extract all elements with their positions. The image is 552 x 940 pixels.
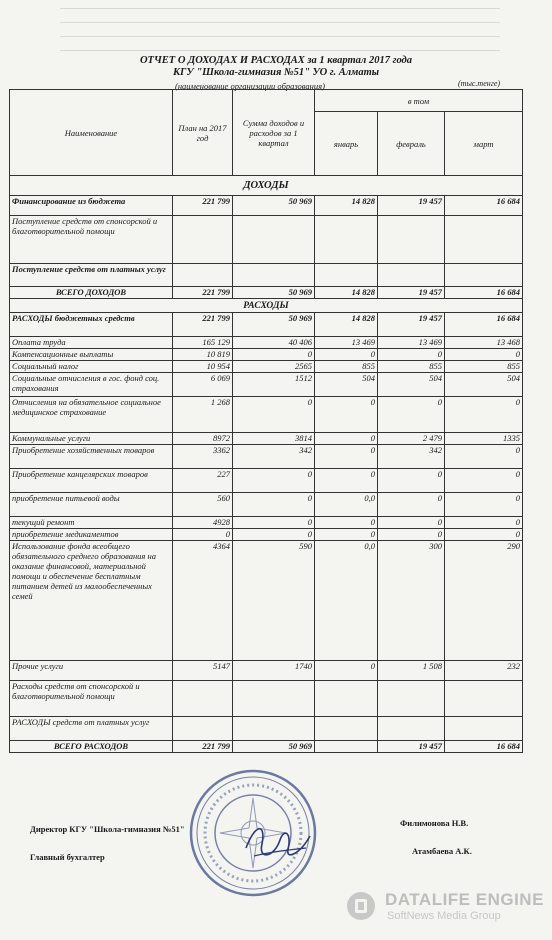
- cell-mar: 0: [445, 445, 523, 469]
- cell-sum: 40 406: [233, 337, 315, 349]
- row-name: ВСЕГО РАСХОДОВ: [10, 741, 173, 753]
- cell-feb: 0: [378, 469, 445, 493]
- cell-plan: 560: [173, 493, 233, 517]
- row-name: Отчисления на обязательное социальное медицинское страхование: [10, 397, 173, 433]
- row-name: РАСХОДЫ бюджетных средств: [10, 313, 173, 337]
- cell-sum: 50 969: [233, 741, 315, 753]
- cell-feb: 0: [378, 529, 445, 541]
- cell-plan: 221 799: [173, 313, 233, 337]
- cell-feb: 13 469: [378, 337, 445, 349]
- cell-sum: 50 969: [233, 287, 315, 299]
- row-name: Финансирование из бюджета: [10, 196, 173, 216]
- report-table: [9, 89, 523, 753]
- cell-mar: 504: [445, 373, 523, 397]
- row-name: Приобретение хозяйственных товаров: [10, 445, 173, 469]
- cell-plan: 221 799: [173, 741, 233, 753]
- cell-jan: 0: [315, 517, 378, 529]
- cell-jan: 0: [315, 529, 378, 541]
- cell-mar: 16 684: [445, 741, 523, 753]
- column-header-name: Наименование: [10, 90, 173, 176]
- cell-sum: 590: [233, 541, 315, 661]
- cell-mar: 16 684: [445, 287, 523, 299]
- cell-plan: 0: [173, 529, 233, 541]
- row-name: Компенсационные выплаты: [10, 349, 173, 361]
- row-name: текущий ремонт: [10, 517, 173, 529]
- cell-feb: 0: [378, 493, 445, 517]
- cell-jan: 855: [315, 361, 378, 373]
- table-row: [10, 397, 523, 433]
- cell-feb: 2 479: [378, 433, 445, 445]
- row-name: Оплата труда: [10, 337, 173, 349]
- cell-jan: 14 828: [315, 196, 378, 216]
- section-expenses: РАСХОДЫ: [10, 299, 523, 313]
- table-row: [10, 681, 523, 717]
- cell-sum: 0: [233, 469, 315, 493]
- cell-plan: 221 799: [173, 196, 233, 216]
- cell-mar: 0: [445, 493, 523, 517]
- bleed-through-text: [60, 0, 500, 60]
- cell-sum: 1512: [233, 373, 315, 397]
- cell-sum: 0: [233, 493, 315, 517]
- cell-plan: [173, 717, 233, 741]
- cell-jan: 0: [315, 445, 378, 469]
- cell-feb: 0: [378, 349, 445, 361]
- cell-sum: 2565: [233, 361, 315, 373]
- cell-feb: 1 508: [378, 661, 445, 681]
- cell-jan: 0: [315, 397, 378, 433]
- cell-plan: 10 954: [173, 361, 233, 373]
- cell-sum: 50 969: [233, 313, 315, 337]
- cell-sum: 0: [233, 517, 315, 529]
- column-header-including: в том: [315, 90, 523, 112]
- cell-feb: 504: [378, 373, 445, 397]
- cell-plan: 3362: [173, 445, 233, 469]
- organization-name: КГУ "Школа-гимназия №51" УО г. Алматы: [172, 67, 380, 78]
- cell-mar: 0: [445, 397, 523, 433]
- table-row: [10, 287, 523, 299]
- table-row: [10, 445, 523, 469]
- cell-plan: 221 799: [173, 287, 233, 299]
- table-row: [10, 196, 523, 216]
- cell-mar: 16 684: [445, 196, 523, 216]
- cell-mar: [445, 681, 523, 717]
- cell-plan: 10 819: [173, 349, 233, 361]
- cell-jan: 0: [315, 469, 378, 493]
- column-header-plan: План на 2017 год: [173, 90, 233, 176]
- cell-plan: 227: [173, 469, 233, 493]
- cell-jan: [315, 264, 378, 287]
- table-row: [10, 517, 523, 529]
- cell-plan: [173, 216, 233, 264]
- units-label: (тыс.тенге): [458, 79, 501, 88]
- cell-feb: [378, 717, 445, 741]
- column-header-february: февраль: [378, 112, 445, 176]
- cell-jan: 14 828: [315, 287, 378, 299]
- cell-jan: [315, 717, 378, 741]
- row-name: Социальный налог: [10, 361, 173, 373]
- cell-feb: 855: [378, 361, 445, 373]
- cell-feb: 19 457: [378, 196, 445, 216]
- cell-jan: [315, 216, 378, 264]
- cell-feb: 0: [378, 517, 445, 529]
- row-name: Поступление средств от спонсорской и благотворительной помощи: [10, 216, 173, 264]
- watermark: [345, 888, 545, 928]
- row-name: РАСХОДЫ средств от платных услуг: [10, 717, 173, 741]
- cell-sum: 3814: [233, 433, 315, 445]
- cell-feb: 19 457: [378, 313, 445, 337]
- cell-jan: [315, 681, 378, 717]
- cell-mar: [445, 717, 523, 741]
- cell-jan: 0,0: [315, 541, 378, 661]
- cell-feb: [378, 264, 445, 287]
- cell-plan: 1 268: [173, 397, 233, 433]
- cell-feb: [378, 216, 445, 264]
- row-name: ВСЕГО ДОХОДОВ: [10, 287, 173, 299]
- cell-mar: 232: [445, 661, 523, 681]
- table-row: [10, 541, 523, 661]
- table-row: [10, 493, 523, 517]
- cell-plan: 4364: [173, 541, 233, 661]
- report-title: ОТЧЕТ О ДОХОДАХ И РАСХОДАХ за 1 квартал 2017 года: [139, 55, 413, 66]
- row-name: Использование фонда всеобщего обязательного среднего образования на оказание финансовой, материальной помощи и обеспечение бесплатным питанием детей из малообеспеченных семей: [10, 541, 173, 661]
- cell-jan: [315, 741, 378, 753]
- organization-caption: (наименование организации образования): [175, 81, 325, 91]
- cell-sum: [233, 717, 315, 741]
- cell-sum: [233, 681, 315, 717]
- cell-feb: 19 457: [378, 741, 445, 753]
- cell-plan: 5147: [173, 661, 233, 681]
- column-header-sum: Сумма доходов и расходов за 1 квартал: [233, 90, 315, 176]
- table-row: [10, 529, 523, 541]
- table-row: [10, 361, 523, 373]
- cell-mar: 0: [445, 529, 523, 541]
- cell-feb: 19 457: [378, 287, 445, 299]
- row-name: Поступление средств от платных услуг: [10, 264, 173, 287]
- cell-mar: 855: [445, 361, 523, 373]
- cell-mar: [445, 264, 523, 287]
- table-row: [10, 313, 523, 337]
- cell-plan: [173, 681, 233, 717]
- cell-sum: 0: [233, 529, 315, 541]
- cell-sum: 0: [233, 397, 315, 433]
- signature-scribble: [240, 810, 320, 870]
- cell-mar: 0: [445, 469, 523, 493]
- row-name: Социальные отчисления в гос. фонд соц. страхования: [10, 373, 173, 397]
- table-row: [10, 717, 523, 741]
- cell-jan: 13 469: [315, 337, 378, 349]
- director-label: Директор КГУ "Школа-гимназия №51": [30, 824, 185, 834]
- column-header-march: март: [445, 112, 523, 176]
- cell-feb: 342: [378, 445, 445, 469]
- row-name: Прочие услуги: [10, 661, 173, 681]
- cell-sum: [233, 216, 315, 264]
- watermark-logo-icon: [345, 890, 377, 922]
- cell-mar: 1335: [445, 433, 523, 445]
- cell-jan: 14 828: [315, 313, 378, 337]
- cell-plan: 165 129: [173, 337, 233, 349]
- cell-mar: 290: [445, 541, 523, 661]
- table-row: [10, 216, 523, 264]
- cell-sum: 1740: [233, 661, 315, 681]
- table-row: [10, 373, 523, 397]
- table-row: [10, 433, 523, 445]
- row-name: Расходы средств от спонсорской и благотворительной помощи: [10, 681, 173, 717]
- table-row: [10, 661, 523, 681]
- cell-jan: 0: [315, 349, 378, 361]
- watermark-subtitle: SoftNews Media Group: [387, 910, 501, 922]
- watermark-title: DATALIFE ENGINE: [385, 890, 544, 909]
- cell-feb: 0: [378, 397, 445, 433]
- cell-plan: 6 069: [173, 373, 233, 397]
- column-header-january: январь: [315, 112, 378, 176]
- accountant-label: Главный бухгалтер: [30, 852, 105, 862]
- cell-sum: 342: [233, 445, 315, 469]
- cell-jan: 0: [315, 433, 378, 445]
- cell-jan: 0,0: [315, 493, 378, 517]
- cell-feb: [378, 681, 445, 717]
- cell-mar: 13 468: [445, 337, 523, 349]
- cell-jan: 0: [315, 661, 378, 681]
- cell-mar: 0: [445, 349, 523, 361]
- accountant-name: Атамбаева А.К.: [412, 846, 472, 856]
- row-name: Коммунальные услуги: [10, 433, 173, 445]
- section-income: ДОХОДЫ: [10, 176, 523, 196]
- table-row: [10, 264, 523, 287]
- cell-sum: [233, 264, 315, 287]
- cell-sum: 0: [233, 349, 315, 361]
- director-name: Филимонова Н.В.: [400, 818, 469, 828]
- cell-jan: 504: [315, 373, 378, 397]
- cell-sum: 50 969: [233, 196, 315, 216]
- cell-mar: 16 684: [445, 313, 523, 337]
- row-name: приобретение питьевой воды: [10, 493, 173, 517]
- table-row: [10, 349, 523, 361]
- table-row: [10, 469, 523, 493]
- table-row: [10, 741, 523, 753]
- cell-feb: 300: [378, 541, 445, 661]
- table-row: [10, 337, 523, 349]
- cell-mar: [445, 216, 523, 264]
- cell-mar: 0: [445, 517, 523, 529]
- row-name: Приобретение канцелярских товаров: [10, 469, 173, 493]
- cell-plan: 4928: [173, 517, 233, 529]
- cell-plan: 8972: [173, 433, 233, 445]
- row-name: приобретение медикаментов: [10, 529, 173, 541]
- cell-plan: [173, 264, 233, 287]
